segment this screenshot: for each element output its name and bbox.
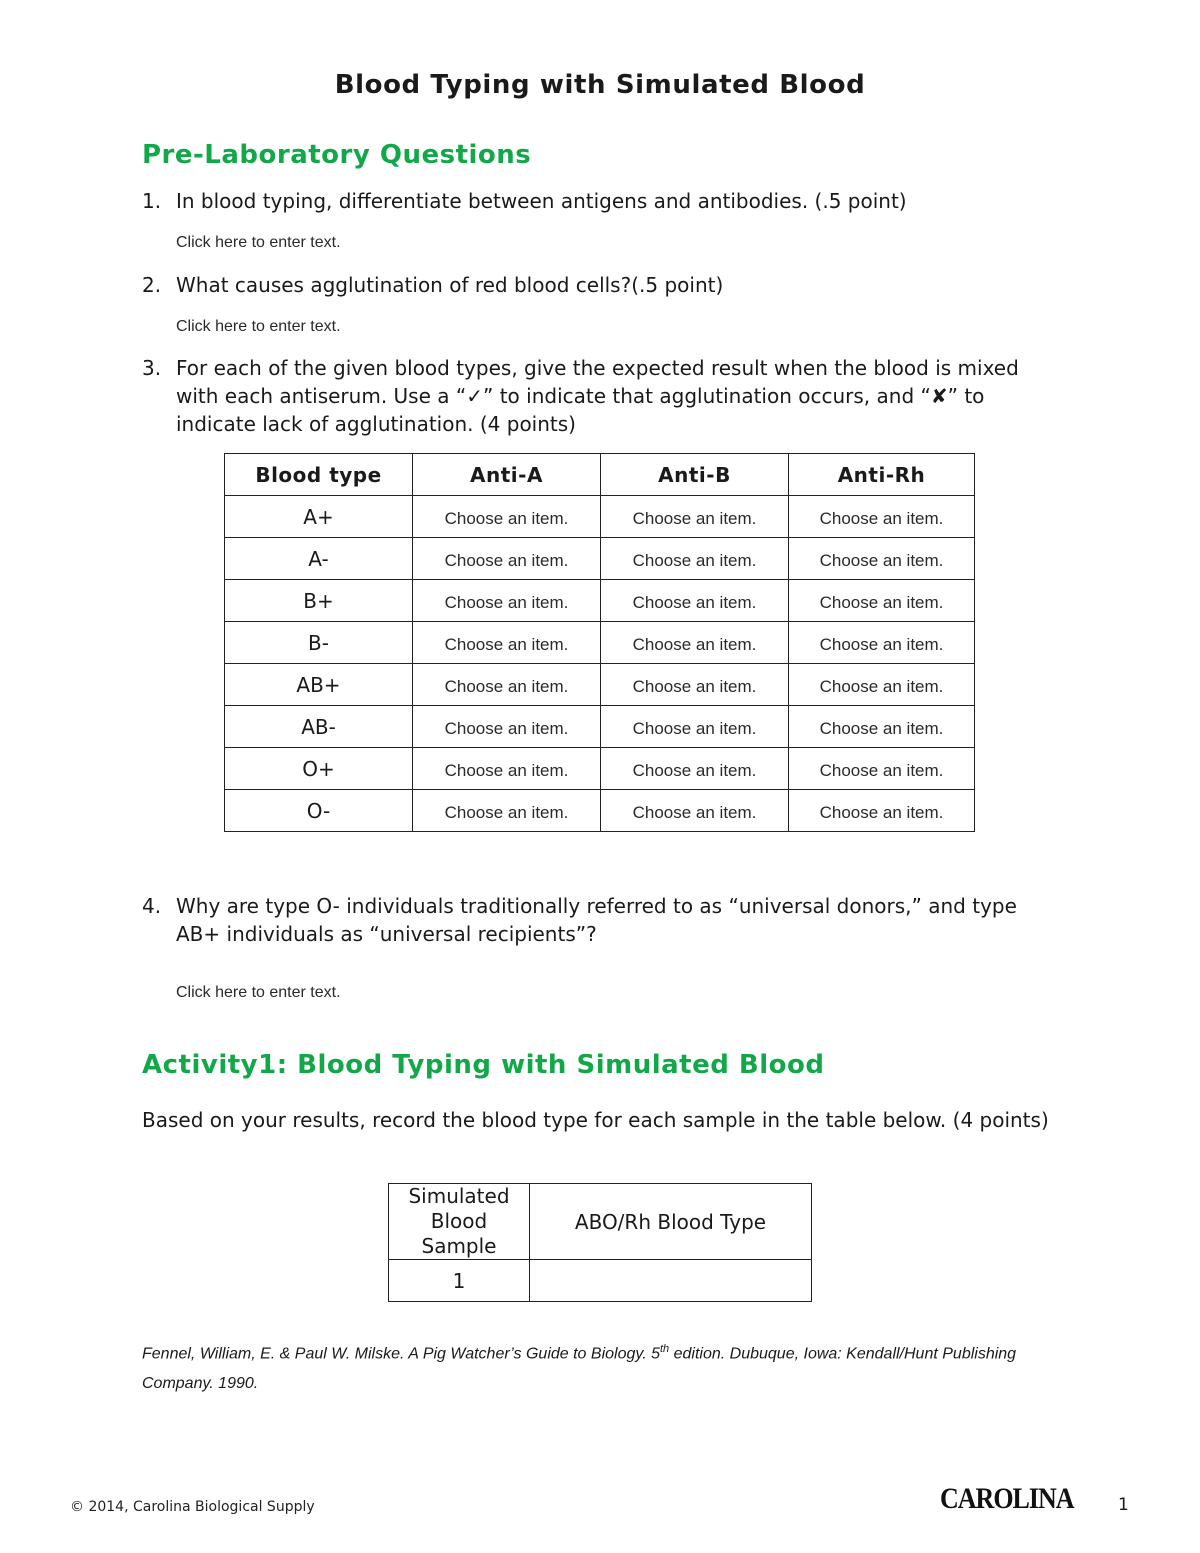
- table-row: [225, 790, 975, 832]
- question-number: 1.: [142, 189, 162, 213]
- header-anti-rh: Anti-Rh: [789, 454, 975, 496]
- choose-item-dropdown[interactable]: Choose an item.: [819, 760, 944, 780]
- choose-item-dropdown[interactable]: Choose an item.: [444, 508, 569, 528]
- choose-item-dropdown[interactable]: Choose an item.: [632, 508, 757, 528]
- answer-field-1[interactable]: Click here to enter text.: [176, 234, 341, 251]
- blood-type-cell: B+: [225, 580, 413, 622]
- cross-mark-icon: ✘: [930, 384, 948, 408]
- choose-item-dropdown[interactable]: Choose an item.: [819, 508, 944, 528]
- carolina-logo: CAROLINA: [940, 1481, 1074, 1516]
- question-4: [142, 892, 1062, 948]
- question-text: What causes agglutination of red blood cells?(.5 point): [176, 273, 724, 297]
- blood-type-cell: A+: [225, 496, 413, 538]
- table-row: [225, 538, 975, 580]
- choose-item-dropdown[interactable]: Choose an item.: [444, 592, 569, 612]
- choose-item-dropdown[interactable]: Choose an item.: [632, 802, 757, 822]
- header-blood-type: Blood type: [225, 454, 413, 496]
- choose-item-dropdown[interactable]: Choose an item.: [632, 592, 757, 612]
- blood-type-cell: O-: [225, 790, 413, 832]
- question-2: [142, 271, 1062, 299]
- question-1: [142, 187, 1062, 215]
- table-row: [225, 706, 975, 748]
- table-row: [225, 622, 975, 664]
- blood-type-cell: O+: [225, 748, 413, 790]
- choose-item-dropdown[interactable]: Choose an item.: [444, 550, 569, 570]
- citation: Fennel, William, E. & Paul W. Milske. A Pig Watcher’s Guide to Biology. 5th edition. Dubuque, Iowa: Kendall/Hunt Publishing Company. 1990.: [142, 1343, 1017, 1393]
- activity-heading: Activity1: Blood Typing with Simulated Blood: [142, 1050, 825, 1080]
- choose-item-dropdown[interactable]: Choose an item.: [819, 802, 944, 822]
- choose-item-dropdown[interactable]: Choose an item.: [444, 676, 569, 696]
- blood-type-cell: AB+: [225, 664, 413, 706]
- table-row: [225, 580, 975, 622]
- choose-item-dropdown[interactable]: Choose an item.: [444, 760, 569, 780]
- sample-number-cell: 1: [389, 1260, 530, 1302]
- choose-item-dropdown[interactable]: Choose an item.: [819, 676, 944, 696]
- table-row: [389, 1260, 812, 1302]
- question-number: 3.: [142, 356, 162, 380]
- table-row: [225, 748, 975, 790]
- header-abo-rh-blood-type: ABO/Rh Blood Type: [530, 1184, 812, 1260]
- prelab-heading: Pre-Laboratory Questions: [142, 140, 532, 170]
- antiserum-table: [224, 453, 975, 832]
- choose-item-dropdown[interactable]: Choose an item.: [444, 718, 569, 738]
- check-mark-icon: ✓: [466, 384, 483, 408]
- question-text: In blood typing, differentiate between antigens and antibodies. (.5 point): [176, 189, 907, 213]
- choose-item-dropdown[interactable]: Choose an item.: [632, 676, 757, 696]
- table-row: [225, 496, 975, 538]
- copyright-footer: © 2014, Carolina Biological Supply: [70, 1499, 315, 1515]
- question-3: [142, 354, 1062, 438]
- table-row: [225, 664, 975, 706]
- answer-field-4[interactable]: Click here to enter text.: [176, 984, 341, 1001]
- blood-type-cell: AB-: [225, 706, 413, 748]
- choose-item-dropdown[interactable]: Choose an item.: [819, 592, 944, 612]
- choose-item-dropdown[interactable]: Choose an item.: [819, 718, 944, 738]
- activity-instructions: Based on your results, record the blood type for each sample in the table below. (4 points): [142, 1108, 1049, 1132]
- choose-item-dropdown[interactable]: Choose an item.: [632, 550, 757, 570]
- choose-item-dropdown[interactable]: Choose an item.: [632, 760, 757, 780]
- answer-field-2[interactable]: Click here to enter text.: [176, 318, 341, 335]
- page-title: Blood Typing with Simulated Blood: [334, 70, 866, 100]
- blood-type-cell: A-: [225, 538, 413, 580]
- question-text: For each of the given blood types, give the expected result when the blood is mixed with each antiserum. Use a “✓” to indicate that agglutination occurs, and “✘” to indicate lack of agglutination. (4 points): [176, 356, 1019, 436]
- question-number: 4.: [142, 894, 162, 918]
- choose-item-dropdown[interactable]: Choose an item.: [819, 550, 944, 570]
- question-text: Why are type O- individuals traditionally referred to as “universal donors,” and type AB+ individuals as “universal recipients”?: [176, 894, 1017, 946]
- blood-type-entry-cell[interactable]: [530, 1260, 812, 1302]
- choose-item-dropdown[interactable]: Choose an item.: [444, 802, 569, 822]
- question-number: 2.: [142, 273, 162, 297]
- blood-sample-table: [388, 1183, 812, 1302]
- blood-type-cell: B-: [225, 622, 413, 664]
- choose-item-dropdown[interactable]: Choose an item.: [819, 634, 944, 654]
- page-number: 1: [1118, 1495, 1129, 1515]
- choose-item-dropdown[interactable]: Choose an item.: [632, 634, 757, 654]
- choose-item-dropdown[interactable]: Choose an item.: [444, 634, 569, 654]
- header-simulated-blood-sample: Simulated Blood Sample: [389, 1184, 530, 1260]
- table-header-row: [225, 454, 975, 496]
- header-anti-b: Anti-B: [601, 454, 789, 496]
- table-header-row: [389, 1184, 812, 1260]
- choose-item-dropdown[interactable]: Choose an item.: [632, 718, 757, 738]
- header-anti-a: Anti-A: [413, 454, 601, 496]
